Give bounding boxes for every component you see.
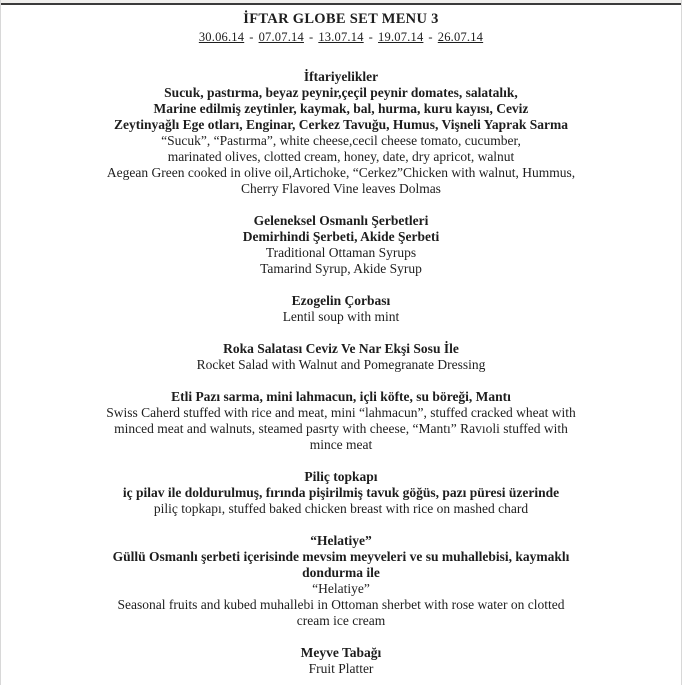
menu-date: 19.07.14 [378, 30, 424, 44]
menu-item-english-line: “Helatiye” [312, 581, 370, 596]
menu-content [1, 5, 681, 677]
menu-item-english-line: minced meat and walnuts, steamed pasrty with cheese, “Mantı” Ravıoli stuffed with [114, 421, 568, 436]
menu-section [1, 213, 681, 277]
date-separator: - [428, 30, 433, 44]
menu-item-turkish-line: dondurma ile [302, 565, 380, 580]
menu-item-english-line: Seasonal fruits and kubed muhallebi in Ottoman sherbet with rose water on clotted [117, 597, 565, 612]
menu-dates [1, 29, 681, 45]
menu-item-turkish-line: Roka Salatası Ceviz Ve Nar Ekşi Sosu İle [223, 341, 459, 356]
menu-date: 13.07.14 [318, 30, 364, 44]
menu-item-turkish-line: Demirhindi Şerbeti, Akide Şerbeti [242, 229, 440, 244]
menu-date: 30.06.14 [198, 30, 245, 44]
menu-item-english-line: marinated olives, clotted cream, honey, date, dry apricot, walnut [167, 149, 515, 164]
menu-item-english-line: cream ice cream [296, 613, 386, 628]
menu-section [1, 389, 681, 453]
menu-section [1, 69, 681, 197]
menu-item-english-line: Tamarind Syrup, Akide Syrup [260, 261, 422, 276]
menu-item-turkish-line: Güllü Osmanlı şerbeti içerisinde mevsim meyveleri ve su muhallebisi, kaymaklı [112, 549, 570, 564]
menu-item-turkish-line: Ezogelin Çorbası [291, 293, 391, 308]
menu-item-english-line: Cherry Flavored Vine leaves Dolmas [241, 181, 441, 196]
menu-item-english-line: Lentil soup with mint [282, 309, 400, 324]
menu-item-turkish-line: iç pilav ile doldurulmuş, fırında pişirilmiş tavuk göğüs, pazı püresi üzerinde [122, 485, 560, 500]
menu-item-turkish-line: Geleneksel Osmanlı Şerbetleri [253, 213, 429, 228]
menu-section [1, 293, 681, 325]
menu-section [1, 645, 681, 677]
menu-section [1, 533, 681, 629]
menu-item-english-line: Aegean Green cooked in olive oil,Artichoke, “Cerkez”Chicken with walnut, Hummus, [106, 165, 576, 180]
menu-item-turkish-line: Zeytinyağlı Ege otları, Enginar, Cerkez Tavuğu, Humus, Vişneli Yaprak Sarma [114, 117, 568, 132]
menu-title: İFTAR GLOBE SET MENU 3 [243, 11, 439, 27]
menu-item-english-line: Swiss Caherd stuffed with rice and meat, mini “lahmacun”, stuffed cracked wheat with [106, 405, 576, 420]
menu-item-english-line: Rocket Salad with Walnut and Pomegranate Dressing [196, 357, 486, 372]
menu-item-turkish-line: Meyve Tabağı [300, 645, 382, 660]
menu-date: 07.07.14 [258, 30, 304, 44]
menu-item-english-line: “Sucuk”, “Pastırma”, white cheese,cecil cheese tomato, cucumber, [161, 133, 521, 148]
menu-section [1, 469, 681, 517]
menu-item-english-line: Fruit Platter [308, 661, 374, 676]
menu-section [1, 341, 681, 373]
menu-item-english-line: Traditional Ottaman Syrups [265, 245, 417, 260]
menu-item-turkish-line: “Helatiye” [310, 533, 372, 548]
date-separator: - [308, 30, 314, 44]
menu-item-turkish-line: Marine edilmiş zeytinler, kaymak, bal, hurma, kuru kayısı, Ceviz [153, 101, 529, 116]
date-separator: - [249, 30, 254, 44]
menu-sections [1, 69, 681, 677]
menu-item-english-line: piliç topkapı, stuffed baked chicken breast with rice on mashed chard [153, 501, 529, 516]
menu-item-english-line: mince meat [309, 437, 373, 452]
menu-item-turkish-line: Piliç topkapı [304, 469, 378, 484]
menu-date: 26.07.14 [437, 30, 484, 44]
menu-item-turkish-line: İftariyelikler [303, 69, 379, 84]
menu-item-turkish-line: Sucuk, pastırma, beyaz peynir,çeçil peynir domates, salatalık, [164, 85, 518, 100]
date-separator: - [368, 30, 374, 44]
menu-item-turkish-line: Etli Pazı sarma, mini lahmacun, içli köfte, su böreği, Mantı [171, 389, 511, 404]
